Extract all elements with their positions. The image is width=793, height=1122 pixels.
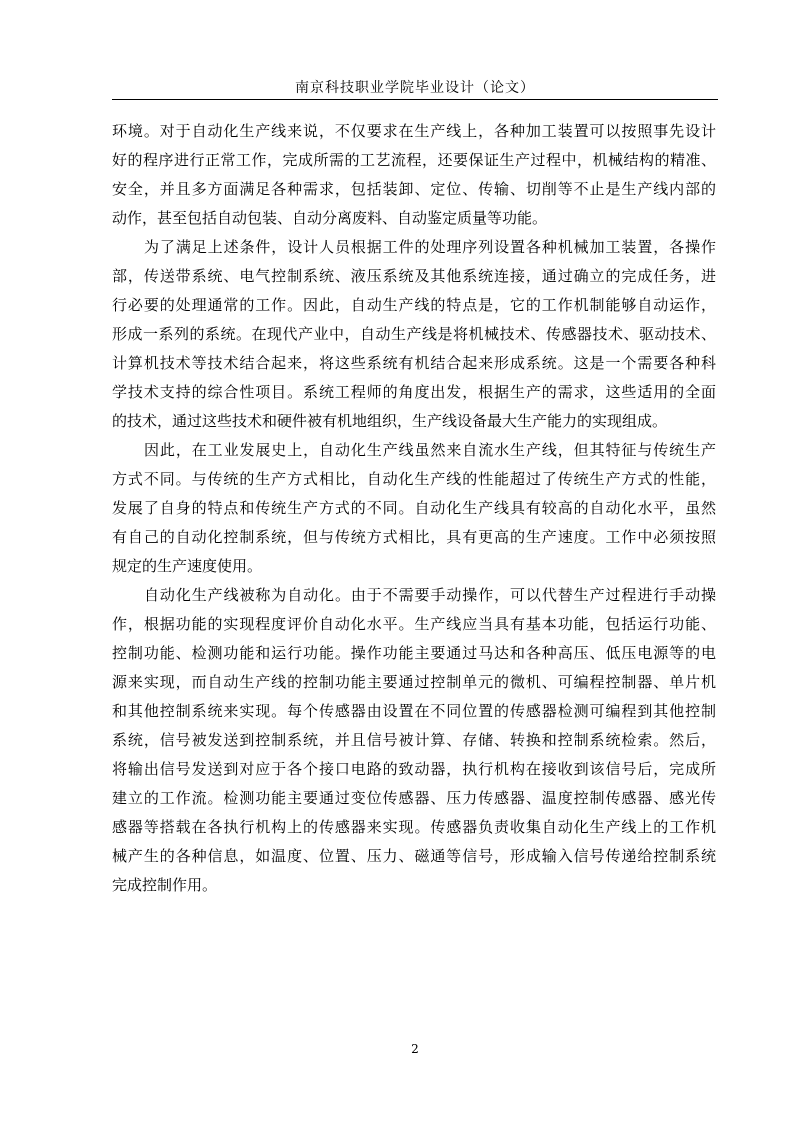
- paragraph: [112, 581, 716, 900]
- paragraph-line: 械产生的各种信息，如温度、位置、压力、磁通等信号，形成输入信号传递给控制系统: [112, 847, 716, 865]
- paragraph-line: 为了满足上述条件，设计人员根据工件的处理序列设置各种机械加工装置，各操作: [144, 238, 716, 256]
- paragraph: [112, 117, 716, 233]
- paragraph-line: 发展了自身的特点和传统生产方式的不同。自动化生产线具有较高的自动化水平，虽然: [112, 499, 716, 517]
- paragraph-line: 作，根据功能的实现程度评价自动化水平。生产线应当具有基本功能，包括运行功能、: [112, 615, 716, 633]
- paragraph: [112, 233, 716, 436]
- paragraph-line: 规定的生产速度使用。: [112, 557, 263, 575]
- paragraph-line: 完成控制作用。: [112, 876, 218, 894]
- paragraph-line: 安全，并且多方面满足各种需求，包括装卸、定位、传输、切削等不止是生产线内部的: [112, 180, 716, 198]
- page-number: 2: [411, 1042, 419, 1056]
- paragraph-line: 和其他控制系统来实现。每个传感器由设置在不同位置的传感器检测可编程到其他控制: [112, 702, 716, 720]
- paragraph-line: 自动化生产线被称为自动化。由于不需要手动操作，可以代替生产过程进行手动操: [144, 586, 716, 604]
- paragraph-line: 控制功能、检测功能和运行功能。操作功能主要通过马达和各种高压、低压电源等的电: [112, 644, 716, 662]
- paragraph-line: 行必要的处理通常的工作。因此，自动生产线的特点是，它的工作机制能够自动运作，: [112, 296, 716, 314]
- paragraph-line: 学技术支持的综合性项目。系统工程师的角度出发，根据生产的需求，这些适用的全面: [112, 383, 716, 401]
- paragraph-line: 计算机技术等技术结合起来，将这些系统有机结合起来形成系统。这是一个需要各种科: [112, 354, 716, 372]
- paragraph-line: 动作，甚至包括自动包装、自动分离废料、自动鉴定质量等功能。: [112, 209, 548, 227]
- paragraph-line: 系统，信号被发送到控制系统，并且信号被计算、存储、转换和控制系统检索。然后，: [112, 731, 716, 749]
- paragraph-line: 因此，在工业发展史上，自动化生产线虽然来自流水生产线，但其特征与传统生产: [144, 441, 716, 459]
- paragraph-line: 好的程序进行正常工作，完成所需的工艺流程，还要保证生产过程中，机械结构的精准、: [112, 151, 716, 169]
- paragraph-line: 形成一系列的系统。在现代产业中，自动生产线是将机械技术、传感器技术、驱动技术、: [112, 325, 716, 343]
- paragraph: [112, 436, 716, 581]
- paragraph-line: 感器等搭载在各执行机构上的传感器来实现。传感器负责收集自动化生产线上的工作机: [112, 818, 716, 836]
- paragraph-line: 方式不同。与传统的生产方式相比，自动化生产线的性能超过了传统生产方式的性能，: [112, 470, 716, 488]
- paragraph-line: 源来实现，而自动生产线的控制功能主要通过控制单元的微机、可编程控制器、单片机: [112, 673, 716, 691]
- body-text: [112, 117, 716, 900]
- page-header: 南京科技职业学院毕业设计（论文）: [295, 80, 535, 96]
- paragraph-line: 部，传送带系统、电气控制系统、液压系统及其他系统连接，通过确立的完成任务，进: [112, 267, 716, 285]
- paragraph-line: 建立的工作流。检测功能主要通过变位传感器、压力传感器、温度控制传感器、感光传: [112, 789, 716, 807]
- paragraph-line: 有自己的自动化控制系统，但与传统方式相比，具有更高的生产速度。工作中必须按照: [112, 528, 716, 546]
- paragraph-line: 将输出信号发送到对应于各个接口电路的致动器，执行机构在接收到该信号后，完成所: [112, 760, 716, 778]
- paragraph-line: 的技术，通过这些技术和硬件被有机地组织，生产线设备最大生产能力的实现组成。: [112, 412, 668, 430]
- header-rule: [112, 99, 718, 100]
- paragraph-line: 环境。对于自动化生产线来说，不仅要求在生产线上，各种加工装置可以按照事先设计: [112, 122, 716, 140]
